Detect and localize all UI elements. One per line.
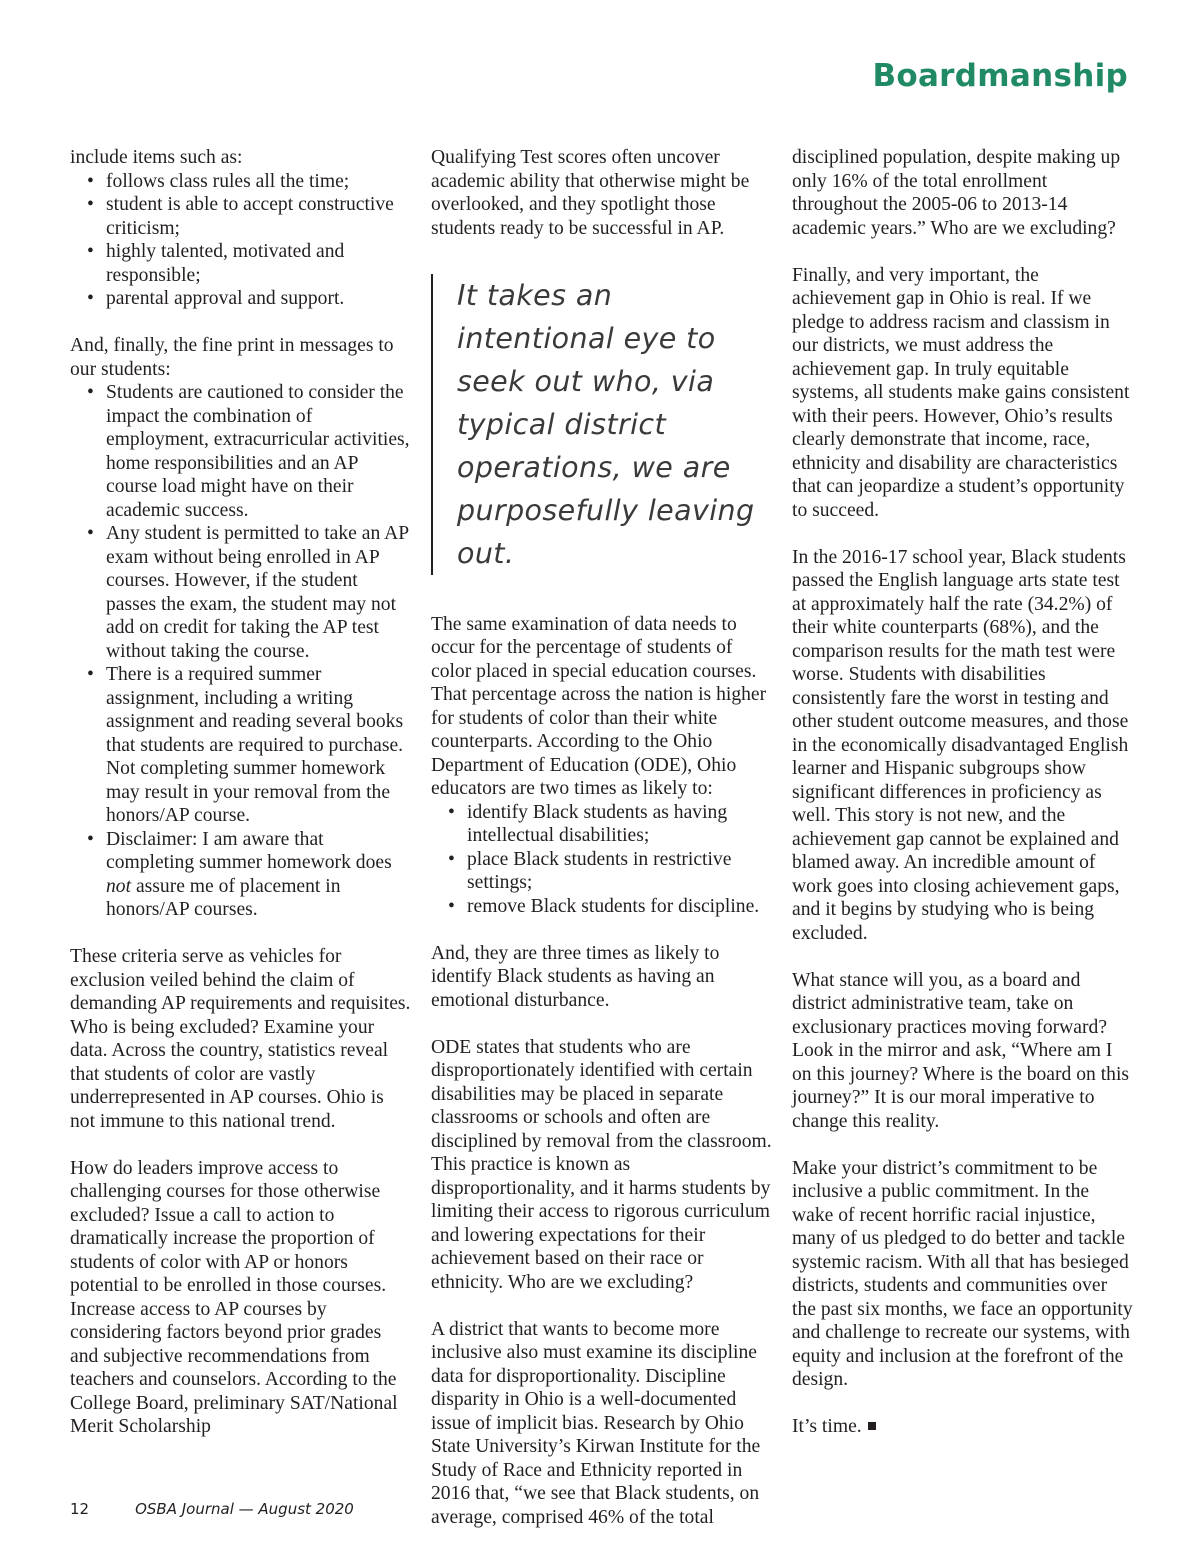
criteria-list <box>70 170 412 311</box>
paragraph-disciplined: disciplined population, despite making up only 16% of the total enrollment throughout the 2005-06 to 2013-14 academic years.” Who are we excluding? <box>792 147 1121 239</box>
paragraph-finally: Finally, and very important, the achievement gap in Ohio is real. If we pledge to address racism and classism in our districts, we must address the achievement gap. In truly equitable systems, all students make gains consistent with their peers. However, Ohio’s results clearly demonstrate that income, race, ethnicity and disability are characteristics that can jeopardize a student’s opportunity to succeed. <box>792 264 1130 521</box>
publication-name: OSBA Journal — August 2020 <box>135 1500 354 1518</box>
paragraph-three-times: And, they are three times as likely to identify Black students as having an emotional disturbance. <box>431 942 720 1011</box>
column-3 <box>792 146 1134 1462</box>
paragraph-stance: What stance will you, as a board and district administrative team, take on exclusionary practices moving forward? Look in the mirror and ask, “Where am I on this journey? Where is the board on this journey?” It is our moral imperative to change this reality. <box>792 969 1130 1132</box>
column-2 <box>431 146 773 1553</box>
paragraph-fine-print: And, finally, the fine print in messages to our students: <box>70 335 394 380</box>
list-item: • follows class rules all the time; <box>106 170 412 194</box>
page-number: 12 <box>70 1500 90 1518</box>
paragraph-its-time <box>792 1415 1134 1439</box>
section-title: Boardmanship <box>872 58 1128 94</box>
list-item: • parental approval and support. <box>106 287 412 311</box>
paragraph-qualifying: Qualifying Test scores often uncover academic ability that otherwise might be overlooked, and they spotlight those students ready to be successful in AP. <box>431 147 750 239</box>
paragraph-commitment: Make your district’s commitment to be inclusive a public commitment. In the wake of recent horrific racial injustice, many of us pledged to do better and tackle systemic racism. With all that has besieged districts, students and communities over the past six months, we face an opportunity and challenge to recreate our systems, with equity and inclusion at the forefront of the design. <box>792 1157 1133 1390</box>
disclaimer-text-end: assure me of placement in honors/AP courses. <box>106 875 341 920</box>
pull-quote: It takes an intentional eye to seek out who, via typical district operations, we are purposefully leaving out. <box>431 274 773 575</box>
list-item: • Students are cautioned to consider the impact the combination of employment, extracurricular activities, home responsibilities and an AP course load might have on their academic success. <box>106 381 412 522</box>
paragraph-intro: include items such as: <box>70 147 243 168</box>
paragraph-criteria: These criteria serve as vehicles for exclusion veiled behind the claim of demanding AP requirements and requisites. Who is being excluded? Examine your data. Across the country, statistics reveal that students of color are vastly underrepresented in AP courses. Ohio is not immune to this national trend. <box>70 946 411 1132</box>
list-item-disclaimer <box>106 828 412 922</box>
paragraph-district: A district that wants to become more inclusive also must examine its discipline data for disproportionality. Discipline disparity in Ohio is a well-documented issue of implicit bias. Research by Ohio State University’s Kirwan Institute for the Study of Race and Ethnicity reported in 2016 that, “we see that Black students, on average, comprised 46% of the total <box>431 1318 761 1528</box>
list-item: • place Black students in restrictive settings; <box>467 848 773 895</box>
list-item: • student is able to accept constructive criticism; <box>106 193 412 240</box>
paragraph-2016: In the 2016-17 school year, Black students passed the English language arts state test at approximately half the rate (34.2%) of their white counterparts (68%), and the comparison results for the math test were worse. Students with disabilities consistently fare the worst in testing and other student outcome measures, and those in the economically disadvantaged English learner and Hispanic subgroups show significant differences in proficiency as well. This story is not new, and the achievement gap cannot be explained and blamed away. An incredible amount of work goes into closing achievement gaps, and it begins by studying who is being excluded. <box>792 546 1129 944</box>
end-mark-icon <box>868 1422 876 1430</box>
list-item: • There is a required summer assignment, including a writing assignment and reading several books that students are required to purchase. Not completing summer homework may result in your removal from the honors/AP course. <box>106 663 412 828</box>
column-1 <box>70 146 412 1462</box>
paragraph-ode: ODE states that students who are disproportionately identified with certain disabilities may be placed in separate classrooms or schools and often are disciplined by removal from the classroom. This practice is known as disproportionality, and it harms students by limiting their access to rigorous curriculum and lowering expectations for their achievement based on their race or ethnicity. Who are we excluding? <box>431 1036 772 1293</box>
list-item: • highly talented, motivated and responsible; <box>106 240 412 287</box>
list-item: • Any student is permitted to take an AP exam without being enrolled in AP courses. However, if the student passes the exam, the student may not add on credit for taking the AP test without taking the course. <box>106 522 412 663</box>
closing-text: It’s time. <box>792 1416 862 1437</box>
paragraph-leaders: How do leaders improve access to challenging courses for those otherwise excluded? Issue a call to action to dramatically increase the proportion of students of color with AP or honors potential to be enrolled in those courses. Increase access to AP courses by considering factors beyond prior grades and subjective recommendations from teachers and counselors. According to the College Board, preliminary SAT/National Merit Scholarship <box>70 1157 398 1437</box>
footer <box>70 1500 354 1518</box>
list-item: • remove Black students for discipline. <box>467 895 773 919</box>
disclaimer-text: Disclaimer: I am aware that completing summer homework does <box>106 828 392 873</box>
paragraph-same-examination: The same examination of data needs to occur for the percentage of students of color placed in special education courses. That percentage across the nation is higher for students of color than their white counterparts. According to the Ohio Department of Education (ODE), Ohio educators are two times as likely to: <box>431 613 767 799</box>
disclaimer-emphasis: not <box>106 875 132 897</box>
likelihood-list <box>431 801 773 919</box>
list-item: • identify Black students as having intellectual disabilities; <box>467 801 773 848</box>
fine-print-list <box>70 381 412 922</box>
